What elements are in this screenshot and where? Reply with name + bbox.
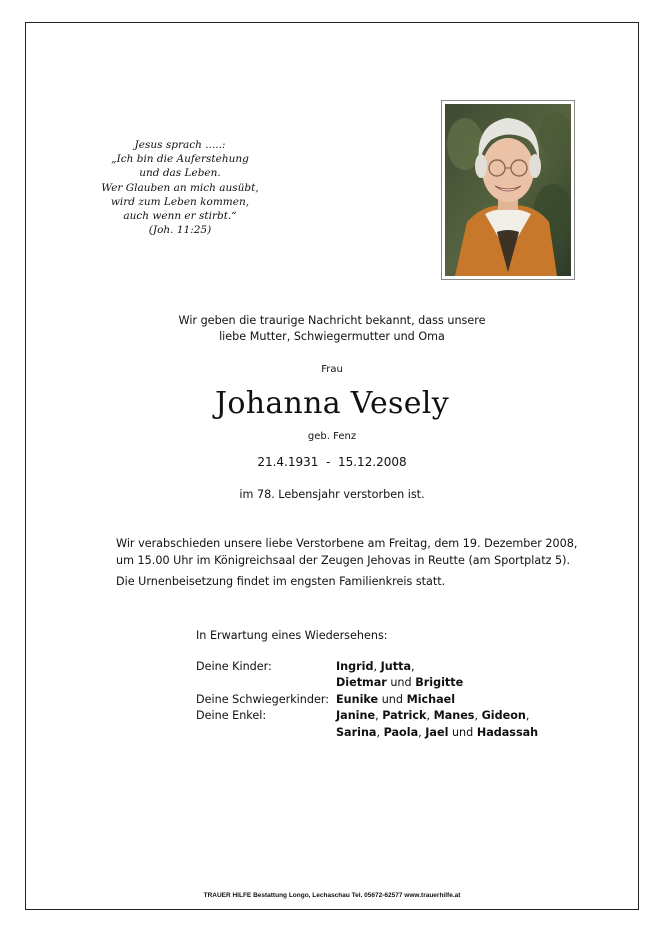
grandchild-name: Sarina	[336, 725, 377, 739]
verse-line: und das Leben.	[139, 167, 221, 180]
grandchild-name: Manes	[433, 709, 475, 722]
verse-reference: (Joh. 11:25)	[148, 224, 212, 237]
verse-line: auch wenn er stirbt.“	[123, 210, 237, 223]
verse-line: wird zum Leben kommen,	[110, 195, 250, 208]
child-in-law-name: Michael	[406, 692, 456, 706]
children-names: Ingrid, Jutta,	[336, 659, 415, 673]
child-name: Ingrid	[336, 659, 374, 673]
grandchildren-row: Deine Enkel: Janine, Patrick, Manes, Gideon,	[196, 708, 616, 725]
child-name: Brigitte	[415, 676, 464, 689]
children-row-continued: Dietmar und Brigitte	[336, 676, 464, 689]
notice-line: Die Urnenbeisetzung findet im engsten Familienkreis statt.	[116, 575, 446, 588]
salutation: Frau	[321, 364, 343, 375]
verse-line: Wer Glauben an mich ausübt,	[101, 181, 259, 194]
grandchild-name: Gideon	[481, 709, 526, 722]
verse-line: Jesus sprach .....:	[134, 139, 226, 151]
notice-line: Wir verabschieden unsere liebe Verstorbene am Freitag, dem 19. Dezember 2008,	[116, 537, 578, 550]
life-dates: 21.4.1931 - 15.12.2008	[257, 455, 407, 469]
verse-line: „Ich bin die Auferstehung	[111, 153, 249, 166]
family-list	[196, 628, 616, 741]
children-in-law-label: Deine Schwiegerkinder:	[196, 692, 330, 706]
footer-text: TRAUER HILFE Bestattung Longo, Lechaschau Tel. 05672-62577 www.trauerhilfe.at	[203, 892, 461, 899]
child-in-law-name: Eunike	[336, 692, 379, 706]
child-name: Dietmar	[336, 676, 387, 689]
portrait-photo	[441, 100, 575, 280]
grandchild-name: Hadassah	[476, 725, 539, 739]
grandchildren-label: Deine Enkel:	[196, 709, 267, 722]
bible-verse	[100, 138, 260, 237]
announcement-text	[26, 313, 638, 345]
children-label: Deine Kinder:	[196, 659, 272, 673]
age-note: im 78. Lebensjahr verstorben ist.	[239, 488, 425, 501]
children-row	[196, 659, 616, 676]
grandchild-name: Jael	[425, 725, 449, 739]
grandchild-name: Patrick	[382, 709, 427, 722]
family-heading: In Erwartung eines Wiedersehens:	[196, 629, 388, 642]
funeral-home-footer	[26, 892, 638, 899]
birth-name: geb. Fenz	[307, 431, 357, 442]
grandchild-name: Janine	[336, 709, 376, 722]
children-in-law-row: Deine Schwiegerkinder: Eunike und Michael	[196, 692, 616, 709]
grandchild-name: Paola	[383, 725, 419, 739]
announcement-line: liebe Mutter, Schwiegermutter und Oma	[219, 330, 445, 343]
announcement-line: Wir geben die traurige Nachricht bekannt, dass unsere	[178, 314, 486, 327]
child-name: Jutta	[380, 659, 411, 673]
funeral-notice	[116, 535, 616, 590]
notice-line: um 15.00 Uhr im Königreichsaal der Zeugen Jehovas in Reutte (am Sportplatz 5).	[116, 554, 571, 567]
grandchildren-row-continued: Sarina, Paola, Jael und Hadassah	[336, 725, 539, 739]
deceased-name: Johanna Vesely	[215, 386, 449, 421]
